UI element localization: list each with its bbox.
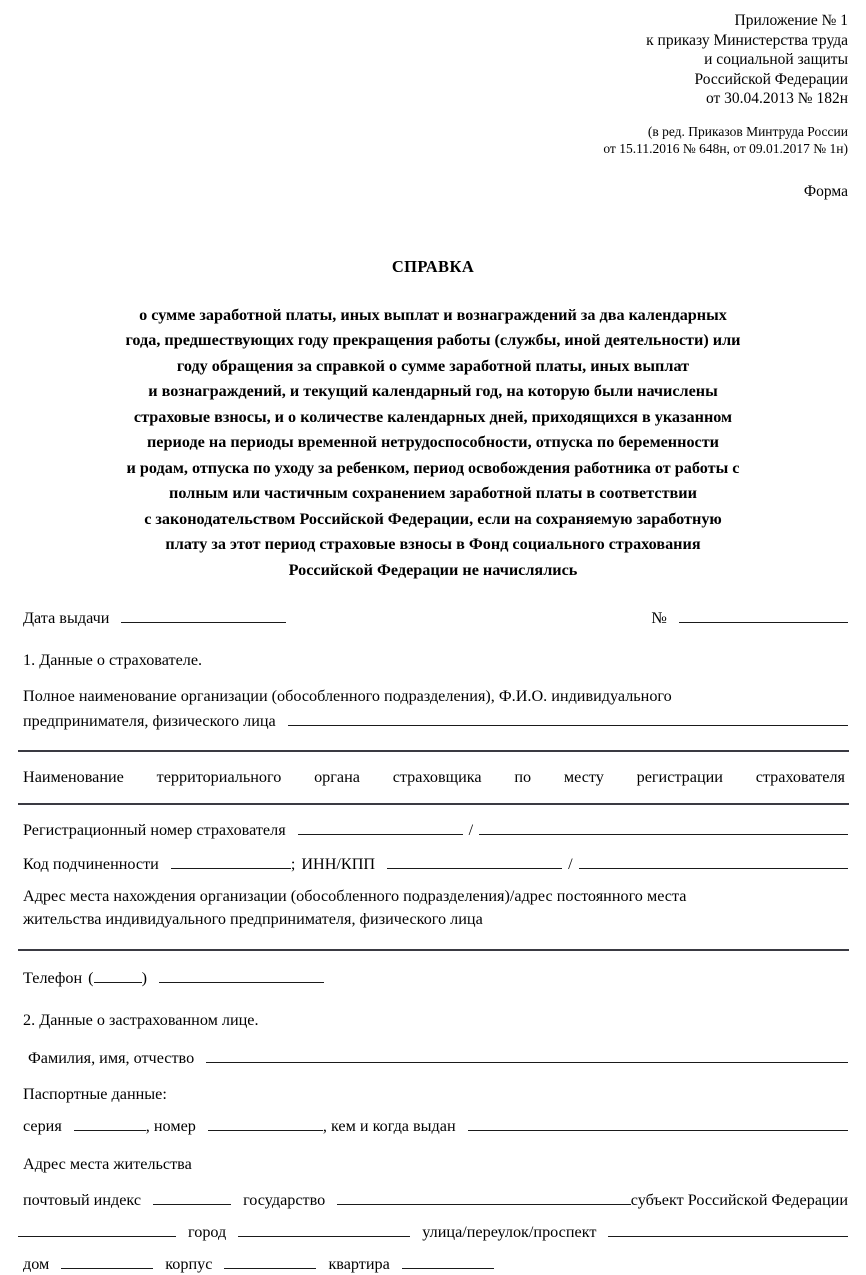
house-input[interactable] [61, 1254, 153, 1269]
phone-area-code-input[interactable] [94, 968, 142, 983]
issue-date-input[interactable] [121, 608, 286, 623]
section2-heading-row [18, 1009, 848, 1031]
registration-number-row [18, 819, 848, 841]
house-label: дом [23, 1255, 50, 1273]
registration-number-label: Регистрационный номер страхователя [23, 821, 286, 839]
residence-line-1 [18, 1189, 848, 1211]
issue-date-label: Дата выдачи [23, 609, 110, 627]
apartment-input[interactable] [402, 1254, 494, 1269]
org-address-block [18, 885, 848, 931]
country-label: государство [243, 1191, 326, 1209]
edition-line-2: от 15.11.2016 № 648н, от 09.01.2017 № 1н) [603, 140, 848, 156]
kpp-input[interactable] [579, 854, 848, 869]
header-line-date: от 30.04.2013 № 182н [705, 90, 848, 107]
phone-paren-open: ( [88, 969, 94, 987]
header-edition-note [18, 123, 848, 157]
building-input[interactable] [224, 1254, 316, 1269]
subordination-row [18, 853, 848, 875]
registration-number-input[interactable] [298, 820, 463, 835]
header-line-appendix: Приложение № 1 [734, 12, 848, 29]
header-line-ministry: и социальной защиты [704, 51, 848, 68]
inn-kpp-semicolon: ; [290, 855, 296, 873]
passport-heading-row [18, 1083, 848, 1105]
issue-row [18, 607, 848, 629]
inn-kpp-label: ИНН/КПП [301, 855, 376, 873]
edition-line-1: (в ред. Приказов Минтруда России [647, 123, 848, 139]
subtitle-line: и вознаграждений, и текущий календарный год, на которую были начислены [148, 382, 718, 400]
passport-number-input[interactable] [208, 1116, 323, 1131]
subtitle-line: периоде на периоды временной нетрудоспособности, отпуска по беременности [146, 433, 720, 451]
street-input[interactable] [608, 1222, 848, 1237]
residence-line-2 [18, 1221, 848, 1243]
page-title: СПРАВКА [391, 256, 475, 276]
subtitle-line: с законодательством Российской Федерации, если на сохраняемую заработную [144, 509, 722, 528]
document-subtitle [28, 303, 838, 584]
fio-label: Фамилия, имя, отчество [28, 1049, 195, 1067]
inn-input[interactable] [387, 854, 562, 869]
phone-number-input[interactable] [159, 968, 324, 983]
subordination-input[interactable] [171, 854, 291, 869]
subtitle-line: Российской Федерации не начислялись [288, 560, 578, 579]
form-label: Форма [803, 182, 848, 200]
subtitle-line: полным или частичным сохранением заработной платы в соответствии [169, 484, 697, 502]
residence-heading-row [18, 1153, 848, 1175]
header-line-order: к приказу Министерства труда [646, 31, 848, 49]
registration-number-separator: / [468, 821, 474, 839]
phone-paren-close: ) [141, 969, 147, 987]
residence-line-3 [18, 1253, 848, 1275]
issue-number-input[interactable] [679, 608, 848, 623]
document-header [18, 0, 848, 157]
passport-issued-by-label: , кем и когда выдан [322, 1117, 456, 1135]
fio-row [18, 1047, 848, 1069]
phone-label: Телефон [23, 969, 83, 987]
territorial-body-label: Наименование территориального органа страховщика по месту регистрации страхователя [23, 768, 845, 786]
section1-heading: 1. Данные о страхователе. [23, 651, 203, 669]
subject-input[interactable] [18, 1222, 176, 1237]
issue-number-label: № [651, 609, 667, 627]
apartment-label: квартира [328, 1255, 390, 1273]
subtitle-line: о сумме заработной платы, иных выплат и вознаграждений за два календарных [139, 305, 727, 324]
passport-series-label: серия [23, 1117, 62, 1135]
separator-org-address [18, 949, 849, 951]
passport-heading: Паспортные данные: [23, 1085, 167, 1103]
registration-number-extra-input[interactable] [479, 820, 848, 835]
org-name-input-row [23, 710, 848, 732]
subtitle-line: и родам, отпуска по уходу за ребенком, период освобождения работника от работы с [126, 458, 740, 477]
section2-heading: 2. Данные о застрахованном лице. [23, 1011, 259, 1029]
header-line-federation: Российской Федерации [694, 70, 848, 88]
postal-code-label: почтовый индекс [23, 1191, 142, 1209]
subject-label: субъект Российской Федерации [630, 1191, 848, 1209]
org-name-label-line2: предпринимателя, физического лица [23, 712, 276, 730]
inn-kpp-slash: / [568, 855, 573, 873]
city-label: город [188, 1223, 227, 1241]
separator-org-name [18, 750, 849, 752]
org-name-block [18, 685, 848, 732]
org-name-label-line1: Полное наименование организации (обособленного подразделения), Ф.И.О. индивидуального [23, 687, 672, 705]
phone-row [18, 967, 848, 989]
subtitle-line: года, предшествующих году прекращения работы (службы, иной деятельности) или [125, 331, 741, 349]
passport-number-label: , номер [145, 1117, 196, 1135]
org-name-input[interactable] [288, 711, 848, 726]
subordination-label: Код подчиненности [23, 855, 159, 873]
separator-territorial-body [18, 803, 849, 805]
fio-input[interactable] [206, 1048, 848, 1063]
org-address-label-line2: жительства индивидуального предпринимателя, физического лица [23, 910, 483, 928]
street-label: улица/переулок/проспект [422, 1223, 597, 1241]
org-address-label-line1: Адрес места нахождения организации (обособленного подразделения)/адрес постоянного места [23, 887, 687, 905]
residence-heading: Адрес места жительства [23, 1155, 192, 1173]
section1-heading-row [18, 649, 848, 671]
passport-series-input[interactable] [74, 1116, 146, 1131]
passport-details-row [18, 1115, 848, 1137]
subtitle-line: плату за этот период страховые взносы в Фонд социального страхования [165, 535, 701, 553]
country-input[interactable] [337, 1190, 630, 1205]
subtitle-line: страховые взносы, и о количестве календарных дней, приходящихся в указанном [133, 407, 733, 426]
postal-code-input[interactable] [153, 1190, 231, 1205]
subtitle-line: году обращения за справкой о сумме заработной платы, иных выплат [176, 356, 690, 375]
building-label: корпус [165, 1255, 213, 1273]
passport-issued-by-input[interactable] [468, 1116, 848, 1131]
city-input[interactable] [238, 1222, 410, 1237]
